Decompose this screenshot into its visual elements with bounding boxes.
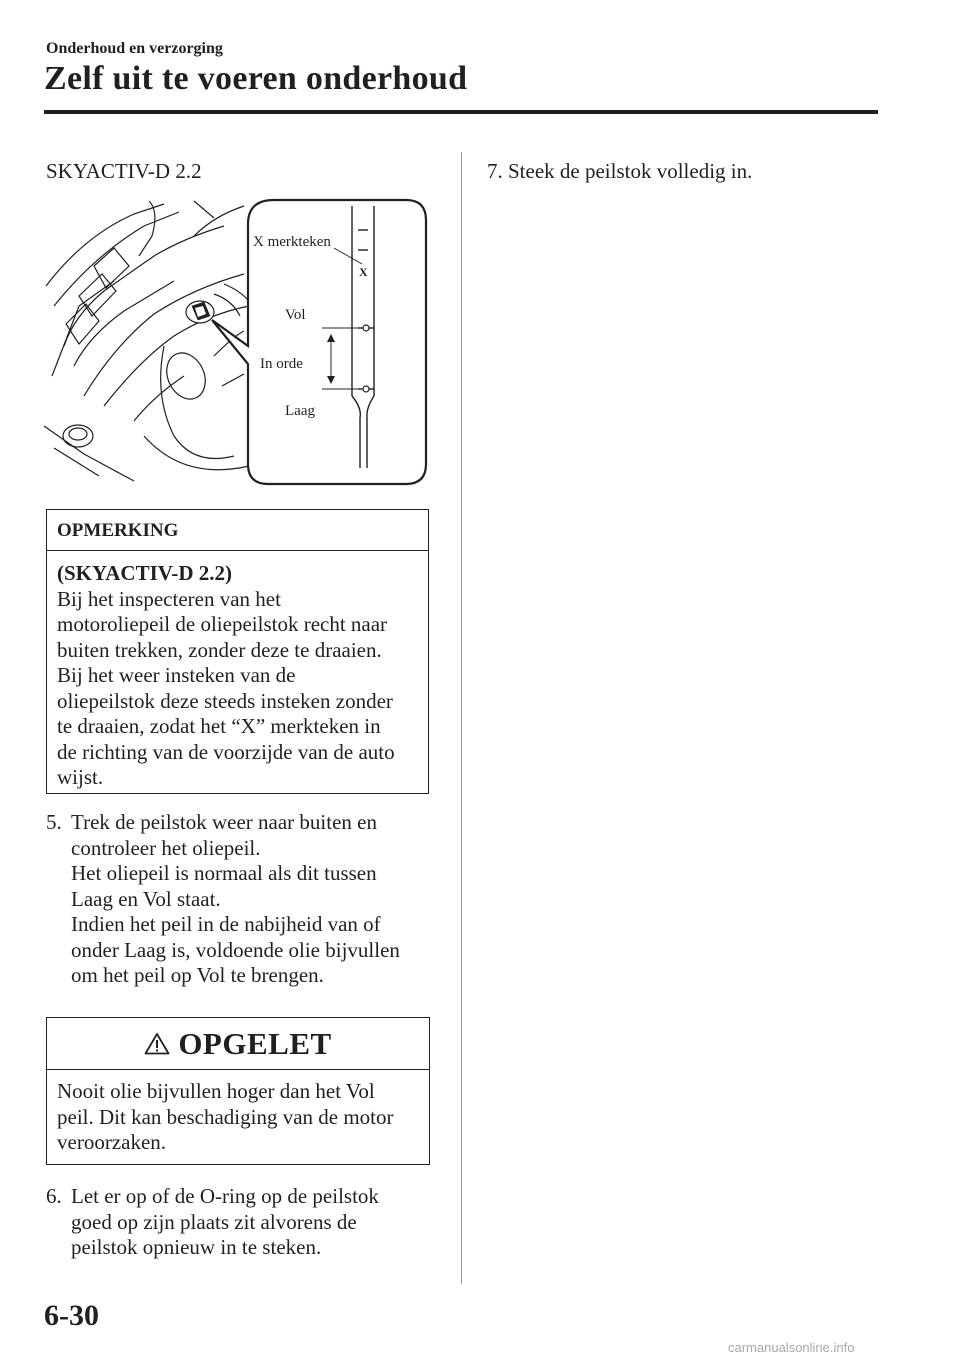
step-line: onder Laag is, voldoende olie bijvullen bbox=[71, 937, 400, 962]
note-line: Bij het weer insteken van de bbox=[57, 663, 296, 687]
step-line: peilstok opnieuw in te steken. bbox=[71, 1235, 322, 1259]
engine-drawing bbox=[44, 201, 254, 481]
note-line: motoroliepeil de oliepeilstok recht naar bbox=[57, 612, 388, 636]
caution-box bbox=[46, 1017, 430, 1165]
step-7: 7. Steek de peilstok volledig in. bbox=[487, 159, 753, 183]
note-line: de richting van de voorzijde van de auto bbox=[57, 739, 395, 764]
caution-line: veroorzaken. bbox=[57, 1130, 167, 1154]
caution-body bbox=[47, 1070, 429, 1156]
caution-line: peil. Dit kan beschadiging van de motor bbox=[57, 1104, 394, 1129]
step-line: om het peil op Vol te brengen. bbox=[71, 963, 324, 987]
note-title: OPMERKING bbox=[47, 510, 428, 551]
low-label: Laag bbox=[285, 403, 315, 419]
step-line: controleer het oliepeil. bbox=[71, 835, 261, 860]
step-line: Het oliepeil is normaal als dit tussen bbox=[71, 861, 377, 885]
page-title: Zelf uit te voeren onderhoud bbox=[44, 60, 468, 97]
x-mark-label: X merkteken bbox=[253, 234, 331, 250]
low-mark-dot bbox=[363, 386, 369, 392]
step-line: Let er op of de O-ring op de peilstok bbox=[71, 1184, 379, 1208]
full-label: Vol bbox=[285, 307, 306, 323]
section-label: Onderhoud en verzorging bbox=[46, 40, 223, 57]
step-line: Trek de peilstok weer naar buiten en bbox=[71, 810, 377, 834]
step-number: 5. bbox=[46, 810, 62, 834]
caution-title: OPGELET bbox=[178, 1025, 332, 1061]
step-6 bbox=[46, 1184, 436, 1261]
note-line: Bij het inspecteren van het bbox=[57, 586, 281, 611]
ok-label: In orde bbox=[260, 356, 303, 372]
note-box bbox=[46, 509, 429, 794]
caution-header bbox=[47, 1018, 429, 1070]
note-line: buiten trekken, zonder deze te draaien. bbox=[57, 637, 382, 662]
dipstick-x-glyph: X bbox=[359, 265, 368, 279]
note-line: wijst. bbox=[57, 765, 104, 789]
caution-line: Nooit olie bijvullen hoger dan het Vol bbox=[57, 1079, 375, 1103]
column-divider bbox=[461, 152, 462, 1284]
warning-triangle-icon bbox=[144, 1032, 170, 1055]
note-line: te draaien, zodat het “X” merkteken in bbox=[57, 714, 381, 738]
step-line: Indien het peil in de nabijheid van of bbox=[71, 912, 381, 936]
step-line: Laag en Vol staat. bbox=[71, 886, 221, 911]
note-body bbox=[47, 551, 428, 791]
note-subtitle: (SKYACTIV-D 2.2) bbox=[57, 561, 233, 585]
watermark: carmanualsonline.info bbox=[728, 1340, 855, 1355]
step-number: 6. bbox=[46, 1184, 62, 1208]
note-line: oliepeilstok deze steeds insteken zonder bbox=[57, 688, 393, 713]
title-rule bbox=[44, 110, 878, 114]
engine-heading: SKYACTIV-D 2.2 bbox=[46, 159, 202, 183]
page-number: 6-30 bbox=[44, 1299, 99, 1332]
step-5 bbox=[46, 810, 436, 989]
full-mark-dot bbox=[363, 325, 369, 331]
dipstick-illustration bbox=[44, 196, 430, 490]
step-line: goed op zijn plaats zit alvorens de bbox=[71, 1209, 357, 1234]
